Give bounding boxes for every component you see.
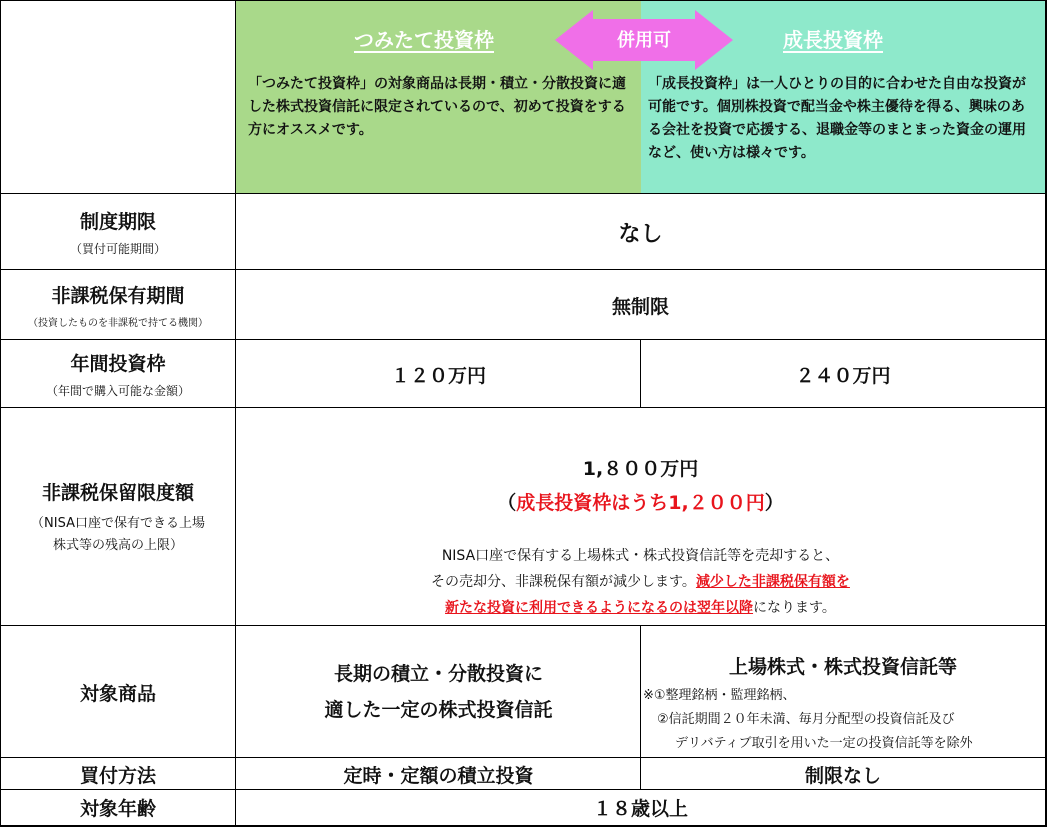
nenkan-seicho-cell [641,340,1045,408]
nenkan-sublabel: （年間で購入可能な金額） [45,384,190,398]
row-label-taisho [0,626,236,758]
taisho-seicho-title: 上場株式・株式投資信託等 [728,656,957,678]
seido-label: 制度期限 [79,211,156,233]
taisho-seicho-note-2: ②信託期間２０年未満、毎月分配型の投資信託及び [657,712,955,727]
combinable-badge: 併用可 [617,30,671,51]
border-left [0,0,1,827]
hoyu-sublabel-2: 株式等の残高の上限） [52,537,183,553]
nenkan-tsumitate-value: １２０万円 [390,364,486,387]
hikazei-sublabel: （投資したものを非課税で持てる機関） [28,318,208,329]
kaitsuke-tsumitate-value: 定時・定額の積立投資 [343,764,534,787]
hikazei-value: 無制限 [611,295,669,318]
border-top [0,0,1046,1]
divider-h-2 [0,269,1046,270]
tsumitate-title: つみたて投資枠 [354,28,494,52]
kaitsuke-seicho-cell [641,758,1045,790]
nenrei-value-cell [236,790,1045,825]
nenkan-seicho-value: ２４０万円 [795,364,891,387]
row-label-hikazei [0,270,236,340]
row-label-nenkan [0,340,236,408]
growth-limit-text: 成長投資枠はうち1,２００円 [516,492,765,514]
paren-open: （ [497,492,517,514]
seicho-title: 成長投資枠 [783,28,883,52]
hikazei-label: 非課税保有期間 [51,285,185,307]
divider-v-nenkan [640,340,641,408]
note-plain-2: その売却分、非課税保有額が減少します。 [431,574,696,590]
note-red-2: 減少した非課税保有額を [695,574,850,590]
hoyu-sublabel-1: （NISA口座で保有できる上場 [31,515,205,531]
seido-sublabel: （買付可能期間） [69,242,166,256]
divider-h-1 [0,193,1046,194]
row-label-seido [0,194,236,270]
hoyu-note [236,543,1045,621]
nenkan-tsumitate-cell [236,340,641,408]
taisho-seicho-note-1: ※①整理銘柄・監理銘柄、 [643,688,796,703]
hoyu-label: 非課税保留限度額 [41,481,194,504]
divider-v-taisho-kaitsuke [640,626,641,790]
taisho-tsumitate-cell [236,626,641,758]
kaitsuke-seicho-value: 制限なし [804,764,881,787]
seicho-description: 「成長投資枠」は一人ひとりの目的に合わせた自由な投資が可能です。個別株投資で配当金や株主優待を得る、興味のある会社を投資で応援する、退職金等のまとまった資金の運用など、使い方は様々です。 [648,76,1026,161]
hoyu-value-cell [236,408,1045,626]
taisho-seicho-cell [641,626,1045,758]
kaitsuke-label: 買付方法 [79,764,156,787]
divider-h-3 [0,339,1046,340]
divider-label-column [235,0,236,827]
row-label-nenrei [0,790,236,825]
seido-value: なし [618,221,663,247]
row-label-kaitsuke [0,758,236,790]
divider-h-5 [0,625,1046,626]
nenrei-value: １８歳以上 [592,798,688,820]
seido-value-cell [236,194,1045,270]
note-red-3: 新たな投資に利用できるようになるのは翌年以降 [445,600,754,616]
taisho-tsumitate-line-1: 長期の積立・分散投資に [333,663,543,685]
nenrei-label: 対象年齢 [79,798,156,820]
row-label-hoyu [0,408,236,626]
paren-close: ） [764,492,784,514]
taisho-seicho-note-3: デリバティブ取引を用いた一定の投資信託等を除外 [675,736,973,751]
hikazei-value-cell [236,270,1045,340]
divider-h-6 [0,757,1046,758]
taisho-tsumitate-line-2: 適した一定の株式投資信託 [324,699,553,721]
hoyu-amount: 1,８００万円 [582,458,699,480]
tsumitate-description: 「つみたて投資枠」の対象商品は長期・積立・分散投資に適した株式投資信託に限定されているので、初めて投資をする方にオススメです。 [248,76,626,138]
hoyu-note-line-3 [236,595,1045,621]
hoyu-growth-note [236,488,1045,515]
nenkan-label: 年間投資枠 [70,353,166,375]
taisho-label: 対象商品 [79,682,156,705]
hoyu-note-line-2 [236,569,1045,595]
note-plain-3: になります。 [753,600,836,616]
divider-h-4 [0,407,1046,408]
divider-h-7 [0,789,1046,790]
hoyu-note-line-1: NISA口座で保有する上場株式・株式投資信託等を売却すると、 [441,548,840,564]
kaitsuke-tsumitate-cell [236,758,641,790]
